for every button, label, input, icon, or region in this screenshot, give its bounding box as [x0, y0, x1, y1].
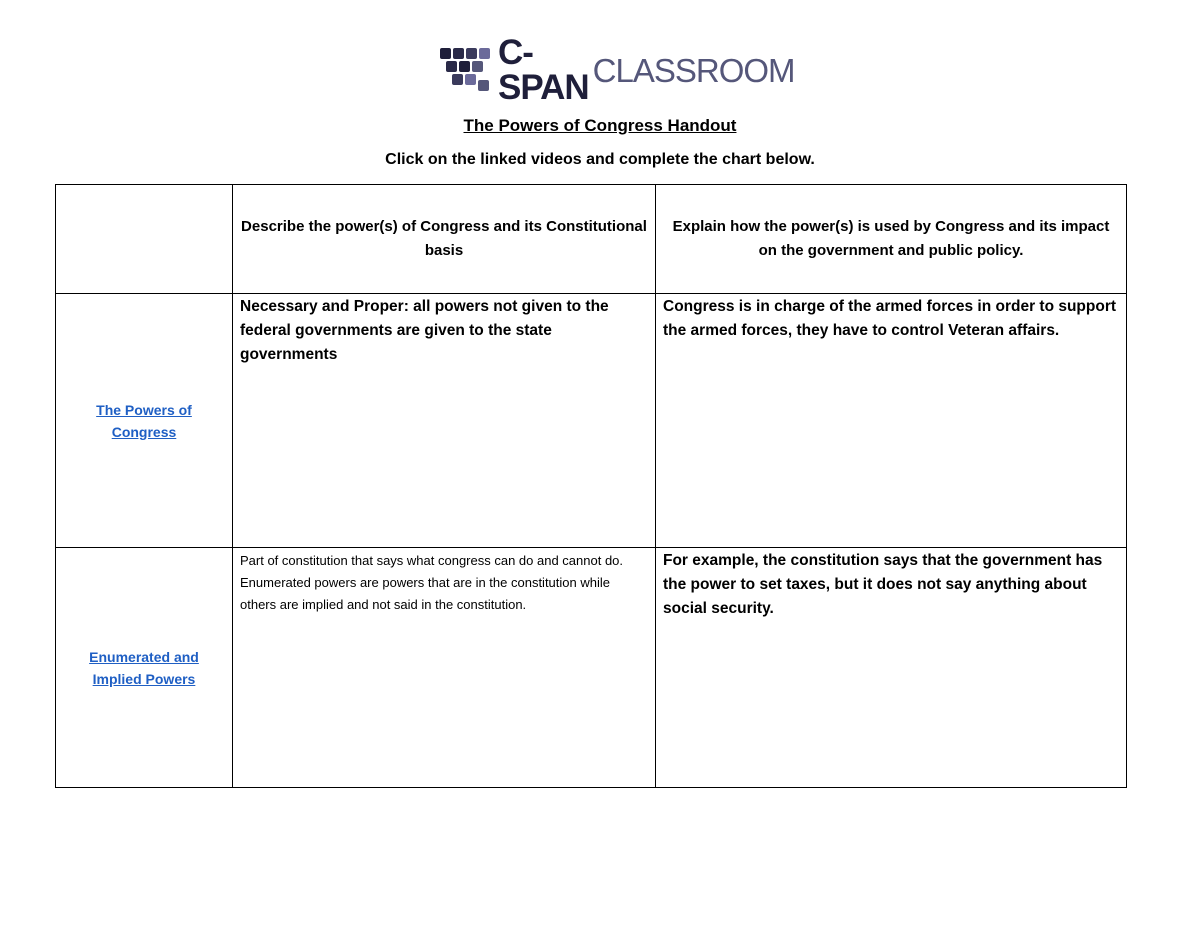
explain-cell[interactable]: Congress is in charge of the armed forces in order to support the armed forces, they have to control Veteran affairs. — [656, 294, 1127, 548]
header-cell-describe: Describe the power(s) of Congress and its Constitutional basis — [233, 185, 656, 294]
explain-cell[interactable]: For example, the constitution says that the government has the power to set taxes, but it does not say anything about social security. — [656, 548, 1127, 788]
logo-cspan-text: C-SPAN — [498, 33, 589, 107]
header-cell-empty — [56, 185, 233, 294]
table-row — [56, 294, 1127, 548]
describe-cell[interactable]: Necessary and Proper: all powers not given to the federal governments are given to the state governments — [233, 294, 656, 548]
video-link-enumerated-implied-powers[interactable]: Enumerated and Implied Powers — [89, 648, 199, 687]
table-row — [56, 548, 1127, 788]
video-link-powers-of-congress[interactable]: The Powers of Congress — [96, 401, 192, 440]
cspan-classroom-logo — [438, 33, 795, 107]
describe-cell[interactable]: Part of constitution that says what congress can do and cannot do. Enumerated powers are powers that are in the constitution while others are implied and not said in the constitution. — [233, 548, 656, 788]
table-header-row — [56, 185, 1127, 294]
logo-dots-icon — [438, 44, 494, 96]
handout-instruction: Click on the linked videos and complete the chart below. — [385, 151, 815, 168]
powers-chart-table — [55, 184, 1127, 788]
logo-classroom-text: CLASSROOM — [592, 51, 795, 89]
handout-title: The Powers of Congress Handout — [463, 116, 737, 135]
topic-cell — [56, 548, 233, 788]
topic-cell — [56, 294, 233, 548]
header-cell-explain: Explain how the power(s) is used by Congress and its impact on the government and public policy. — [656, 185, 1127, 294]
